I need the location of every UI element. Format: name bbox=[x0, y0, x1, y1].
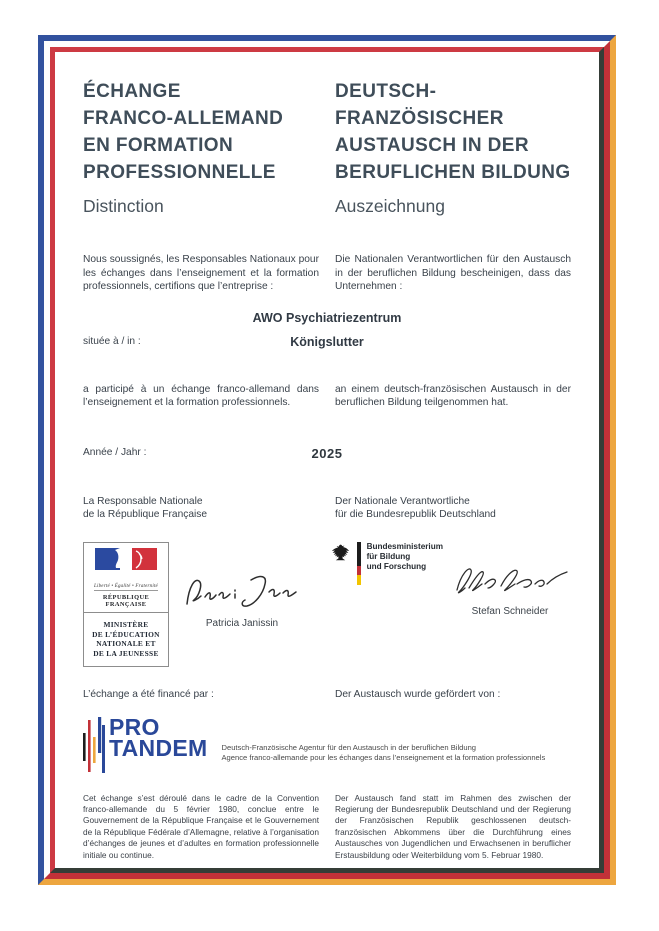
location-label: située à / in : bbox=[83, 335, 141, 347]
title-french-line: EN FORMATION bbox=[83, 135, 234, 156]
title-german-line: BERUFLICHEN BILDUNG bbox=[335, 162, 571, 183]
legal-row bbox=[83, 793, 571, 861]
french-signatory-name: Patricia Janissin bbox=[205, 617, 279, 629]
federal-eagle-icon bbox=[329, 542, 352, 566]
subtitle-german: Auszeichnung bbox=[335, 196, 445, 216]
french-ministry-name bbox=[84, 612, 168, 666]
german-flag-bar-icon bbox=[357, 542, 361, 585]
signatures-row bbox=[83, 542, 571, 660]
year-row bbox=[83, 446, 571, 462]
certificate-content bbox=[55, 52, 599, 868]
tricolor-frame-middle bbox=[44, 41, 610, 879]
french-ministry-logo bbox=[83, 542, 169, 667]
participation-row bbox=[83, 383, 571, 410]
funding-label-german: Der Austausch wurde gefördert von : bbox=[335, 688, 501, 700]
french-flag-marianne-icon bbox=[95, 548, 157, 574]
year-value: 2025 bbox=[311, 445, 343, 461]
company-name: AWO Psychiatriezentrum bbox=[252, 310, 402, 325]
german-ministry-line: und Forschung bbox=[366, 561, 427, 571]
german-signature-handwriting-icon bbox=[449, 560, 571, 600]
signatory-role-german bbox=[335, 495, 571, 522]
legal-paragraph-german: Der Austausch fand statt im Rahmen des zwischen der Regierung der Bundesrepublik Deutschland und der Regierung der Französischen Republik geschlossenen deutsch-französischen Abkommens über die Durchführung eines Austausches von Jugendlichen und Erwachsenen in beruflicher Erstausbildung oder Weiterbildung vom 5. Februar 1980. bbox=[335, 792, 571, 860]
title-german-line: FRANZÖSISCHER bbox=[335, 108, 504, 129]
signatory-role-french bbox=[83, 495, 319, 522]
german-ministry-name bbox=[367, 542, 443, 572]
title-french-line: FRANCO-ALLEMAND bbox=[83, 108, 284, 129]
agency-caption-french: Agence franco-allemande pour les échanges dans l’enseignement et la formation professionnels bbox=[221, 752, 546, 762]
german-ministry-logo bbox=[329, 542, 443, 585]
funding-labels-row bbox=[83, 688, 571, 702]
intro-paragraph-french: Nous soussignés, les Responsables Nationaux pour les échanges dans l’enseignement et la formation professionnels, certifions que l’entreprise : bbox=[83, 254, 319, 293]
german-ministry-line: für Bildung bbox=[366, 551, 411, 561]
german-signatory-name: Stefan Schneider bbox=[471, 605, 549, 617]
agency-caption-german: Deutsch-Französische Agentur für den Austausch in der beruflichen Bildung bbox=[221, 742, 477, 752]
french-ministry-line: NATIONALE ET bbox=[96, 639, 156, 649]
french-motto: Liberté • Égalité • Fraternité bbox=[94, 583, 158, 589]
title-french bbox=[83, 78, 319, 186]
pro-tandem-word-line: PRO bbox=[109, 713, 160, 740]
year-label: Année / Jahr : bbox=[83, 446, 147, 458]
french-republic-emblem bbox=[84, 543, 168, 612]
german-signature-block bbox=[329, 542, 571, 667]
participation-paragraph-french: a participé à un échange franco-allemand dans l’enseignement et la formation professionnels. bbox=[83, 383, 319, 409]
intro-row bbox=[83, 253, 571, 294]
pro-tandem-word-line: TANDEM bbox=[109, 734, 208, 761]
signatory-role-french-line: La Responsable Nationale bbox=[83, 495, 203, 507]
pro-tandem-wordmark bbox=[109, 713, 208, 761]
french-ministry-line: DE L’ÉDUCATION bbox=[92, 629, 160, 639]
french-signature-block bbox=[83, 542, 313, 667]
legal-paragraph-french: Cet échange s’est déroulé dans le cadre de la Convention franco-allemande du 5 février 1980, conclue entre le Gouvernement de la République Française et le Gouvernement de la République Fédérale d’Allemagne, relative à l’organisation d’échanges de jeunes et d’adultes en formation professionnelle initiale ou continue. bbox=[83, 792, 319, 860]
agency-caption bbox=[221, 743, 545, 763]
signatory-role-german-line: Der Nationale Verantwortliche bbox=[335, 495, 470, 507]
title-german-line: DEUTSCH- bbox=[335, 81, 437, 102]
german-ministry-line: Bundesministerium bbox=[366, 541, 443, 551]
signatory-roles-row bbox=[83, 495, 571, 522]
title-german bbox=[335, 78, 571, 186]
subtitle-french: Distinction bbox=[83, 196, 164, 216]
subtitle-row bbox=[83, 196, 571, 217]
german-signature bbox=[449, 560, 571, 617]
pro-tandem-bars-icon bbox=[83, 717, 105, 775]
funding-label-french: L’échange a été financé par : bbox=[83, 688, 214, 700]
participation-paragraph-german: an einem deutsch-französischen Austausch in der beruflichen Bildung teilgenommen hat. bbox=[335, 383, 571, 409]
intro-paragraph-german: Die Nationalen Verantwortlichen für den Austausch in der beruflichen Bildung bescheinigen, dass das Unternehmen : bbox=[335, 254, 571, 293]
location-value: Königslutter bbox=[290, 334, 364, 349]
tricolor-frame-outer bbox=[38, 35, 616, 885]
french-ministry-line: DE LA JEUNESSE bbox=[93, 648, 159, 658]
french-republic-label: RÉPUBLIQUE FRANÇAISE bbox=[102, 593, 150, 608]
title-french-line: PROFESSIONNELLE bbox=[83, 162, 276, 183]
pro-tandem-logo bbox=[83, 713, 208, 775]
signatory-role-french-line: de la République Française bbox=[83, 509, 208, 521]
french-signature bbox=[183, 570, 301, 629]
title-french-line: ÉCHANGE bbox=[83, 81, 181, 102]
signatory-role-german-line: für die Bundesrepublik Deutschland bbox=[335, 509, 496, 521]
french-signature-handwriting-icon bbox=[183, 570, 301, 612]
title-row bbox=[83, 78, 571, 186]
french-ministry-line: MINISTÈRE bbox=[103, 619, 149, 629]
location-row bbox=[83, 335, 571, 350]
funding-logo-row bbox=[83, 713, 571, 775]
tricolor-frame-inner bbox=[50, 47, 604, 873]
title-german-line: AUSTAUSCH IN DER bbox=[335, 135, 529, 156]
